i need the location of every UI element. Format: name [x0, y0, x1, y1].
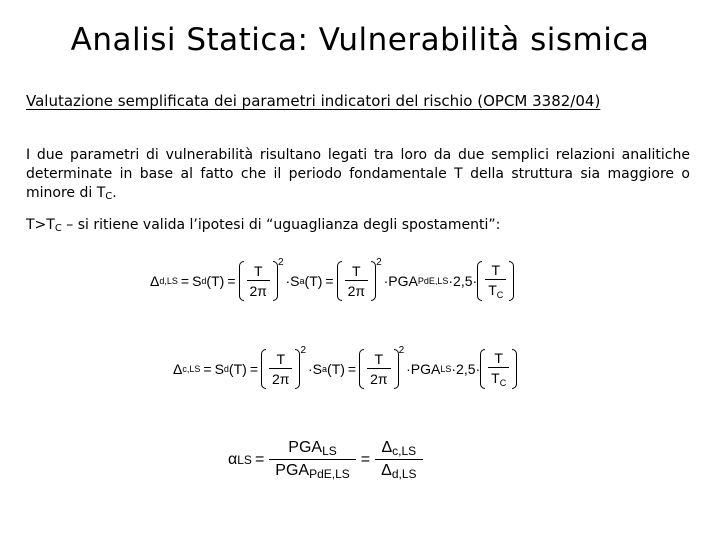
- f2-delta: Δ: [173, 361, 183, 377]
- formula-delta-d: [150, 257, 514, 305]
- f1-sa-sub: a: [299, 276, 305, 286]
- f1-pga: ·PGA: [383, 273, 418, 289]
- f1-frac3-den: [485, 279, 506, 300]
- f2-eq: =: [203, 361, 212, 377]
- f2-eq3: =: [347, 361, 357, 377]
- f1-frac2-num: T: [352, 263, 361, 279]
- f3-frac-pga: [269, 439, 356, 481]
- f1-paren-2: [337, 261, 376, 301]
- slide-title: Analisi Statica: Vulnerabilità sismica: [70, 22, 650, 58]
- f2-delta-sub: c,LS: [182, 364, 201, 374]
- f2-paren: [261, 349, 300, 389]
- f2-frac2-num: T: [374, 351, 384, 367]
- f2-tc-sub: C: [499, 378, 507, 388]
- f2-paren-2: [359, 349, 398, 389]
- f1-frac3-num: T: [491, 262, 500, 278]
- f2-paren-3: [480, 349, 517, 389]
- f3-pga-num-text: PGA: [288, 439, 323, 456]
- f3-pga-num: [282, 439, 342, 459]
- f1-tc-sub: C: [496, 290, 504, 300]
- f1-eq: =: [180, 273, 190, 289]
- f3-eq: =: [254, 451, 265, 468]
- intro-sub: C: [105, 191, 113, 202]
- f1-sa-arg: (T): [304, 273, 323, 289]
- f1-dot-sa: ·S: [285, 273, 300, 289]
- f1-eq2: =: [227, 273, 236, 289]
- f2-exp-2: 2: [398, 345, 405, 356]
- f1-tc: T: [488, 282, 497, 298]
- formula-alpha: [228, 430, 425, 490]
- f1-frac-num: T: [253, 263, 263, 279]
- f1-frac-den: 2π: [247, 280, 270, 299]
- f2-sa-sub: a: [322, 364, 328, 374]
- f3-pga-den: [269, 459, 356, 481]
- f1-paren-3: [477, 261, 514, 301]
- f3-pga-den-text: PGA: [275, 462, 310, 479]
- f3-eq2: =: [360, 451, 371, 468]
- f3-frac-delta: [375, 439, 422, 481]
- f1-exp-2: 2: [376, 257, 382, 268]
- f2-sd-arg: (T): [228, 361, 247, 377]
- condition-sub: C: [54, 223, 62, 234]
- f3-alpha-sub: LS: [237, 453, 252, 467]
- f1-delta: Δ: [150, 273, 160, 289]
- f2-frac2-den: 2π: [367, 368, 390, 387]
- f1-delta-sub: d,LS: [159, 276, 178, 286]
- f1-sd: S: [192, 273, 202, 289]
- f2-exp: 2: [300, 345, 307, 356]
- f2-dot-sa: ·S: [308, 361, 323, 377]
- f1-sd-sub: d: [201, 276, 207, 286]
- f2-frac3-den: [488, 367, 509, 388]
- f1-sd-arg: (T): [206, 273, 225, 289]
- f3-pga-den-sub: PdE,LS: [309, 467, 350, 481]
- f2-frac3-num: T: [494, 350, 503, 366]
- f2-coef: ·2,5·: [451, 361, 481, 377]
- intro-end: .: [112, 185, 117, 201]
- f3-d-num-text: Δ: [381, 439, 393, 456]
- condition-rest: – si ritiene valida l’ipotesi di “uguaglianza degli spostamenti”:: [61, 217, 501, 233]
- f2-frac-den: 2π: [269, 368, 292, 387]
- f1-paren: [239, 261, 278, 301]
- f2-sd-sub: d: [223, 364, 229, 374]
- f2-eq2: =: [249, 361, 258, 377]
- f1-frac2-den: 2π: [345, 280, 368, 299]
- f2-tc: T: [491, 370, 500, 386]
- f3-d-num-sub: c,LS: [392, 444, 417, 458]
- f3-d-den: [375, 459, 422, 481]
- f1-eq3: =: [325, 273, 334, 289]
- condition-lhs: T>T: [26, 217, 55, 233]
- intro-text: I due parametri di vulnerabilità risultano legati tra loro da due semplici relazioni analitiche determinate in base al fatto che il periodo fondamentale T della struttura sia maggiore o minore di T: [26, 147, 690, 201]
- f3-pga-num-sub: LS: [322, 444, 337, 458]
- slide-subtitle: Valutazione semplificata dei parametri indicatori del rischio (OPCM 3382/04): [26, 92, 601, 110]
- f3-alpha: α: [228, 451, 238, 468]
- condition-line: [26, 217, 690, 234]
- f3-d-den-text: Δ: [381, 462, 392, 479]
- f1-exp: 2: [277, 257, 284, 268]
- intro-paragraph: [26, 146, 690, 206]
- f2-sa-arg: (T): [327, 361, 345, 377]
- f2-frac-num: T: [276, 351, 285, 367]
- formula-delta-c: [173, 345, 517, 393]
- f3-d-den-sub: d,LS: [391, 467, 417, 481]
- f2-pga-sub: LS: [440, 364, 452, 374]
- f1-pga-sub: PdE,LS: [417, 276, 449, 286]
- f2-sd: S: [214, 361, 224, 377]
- f3-d-num: [375, 439, 422, 459]
- f1-coef: ·2,5·: [448, 273, 478, 289]
- f2-pga: ·PGA: [406, 361, 441, 377]
